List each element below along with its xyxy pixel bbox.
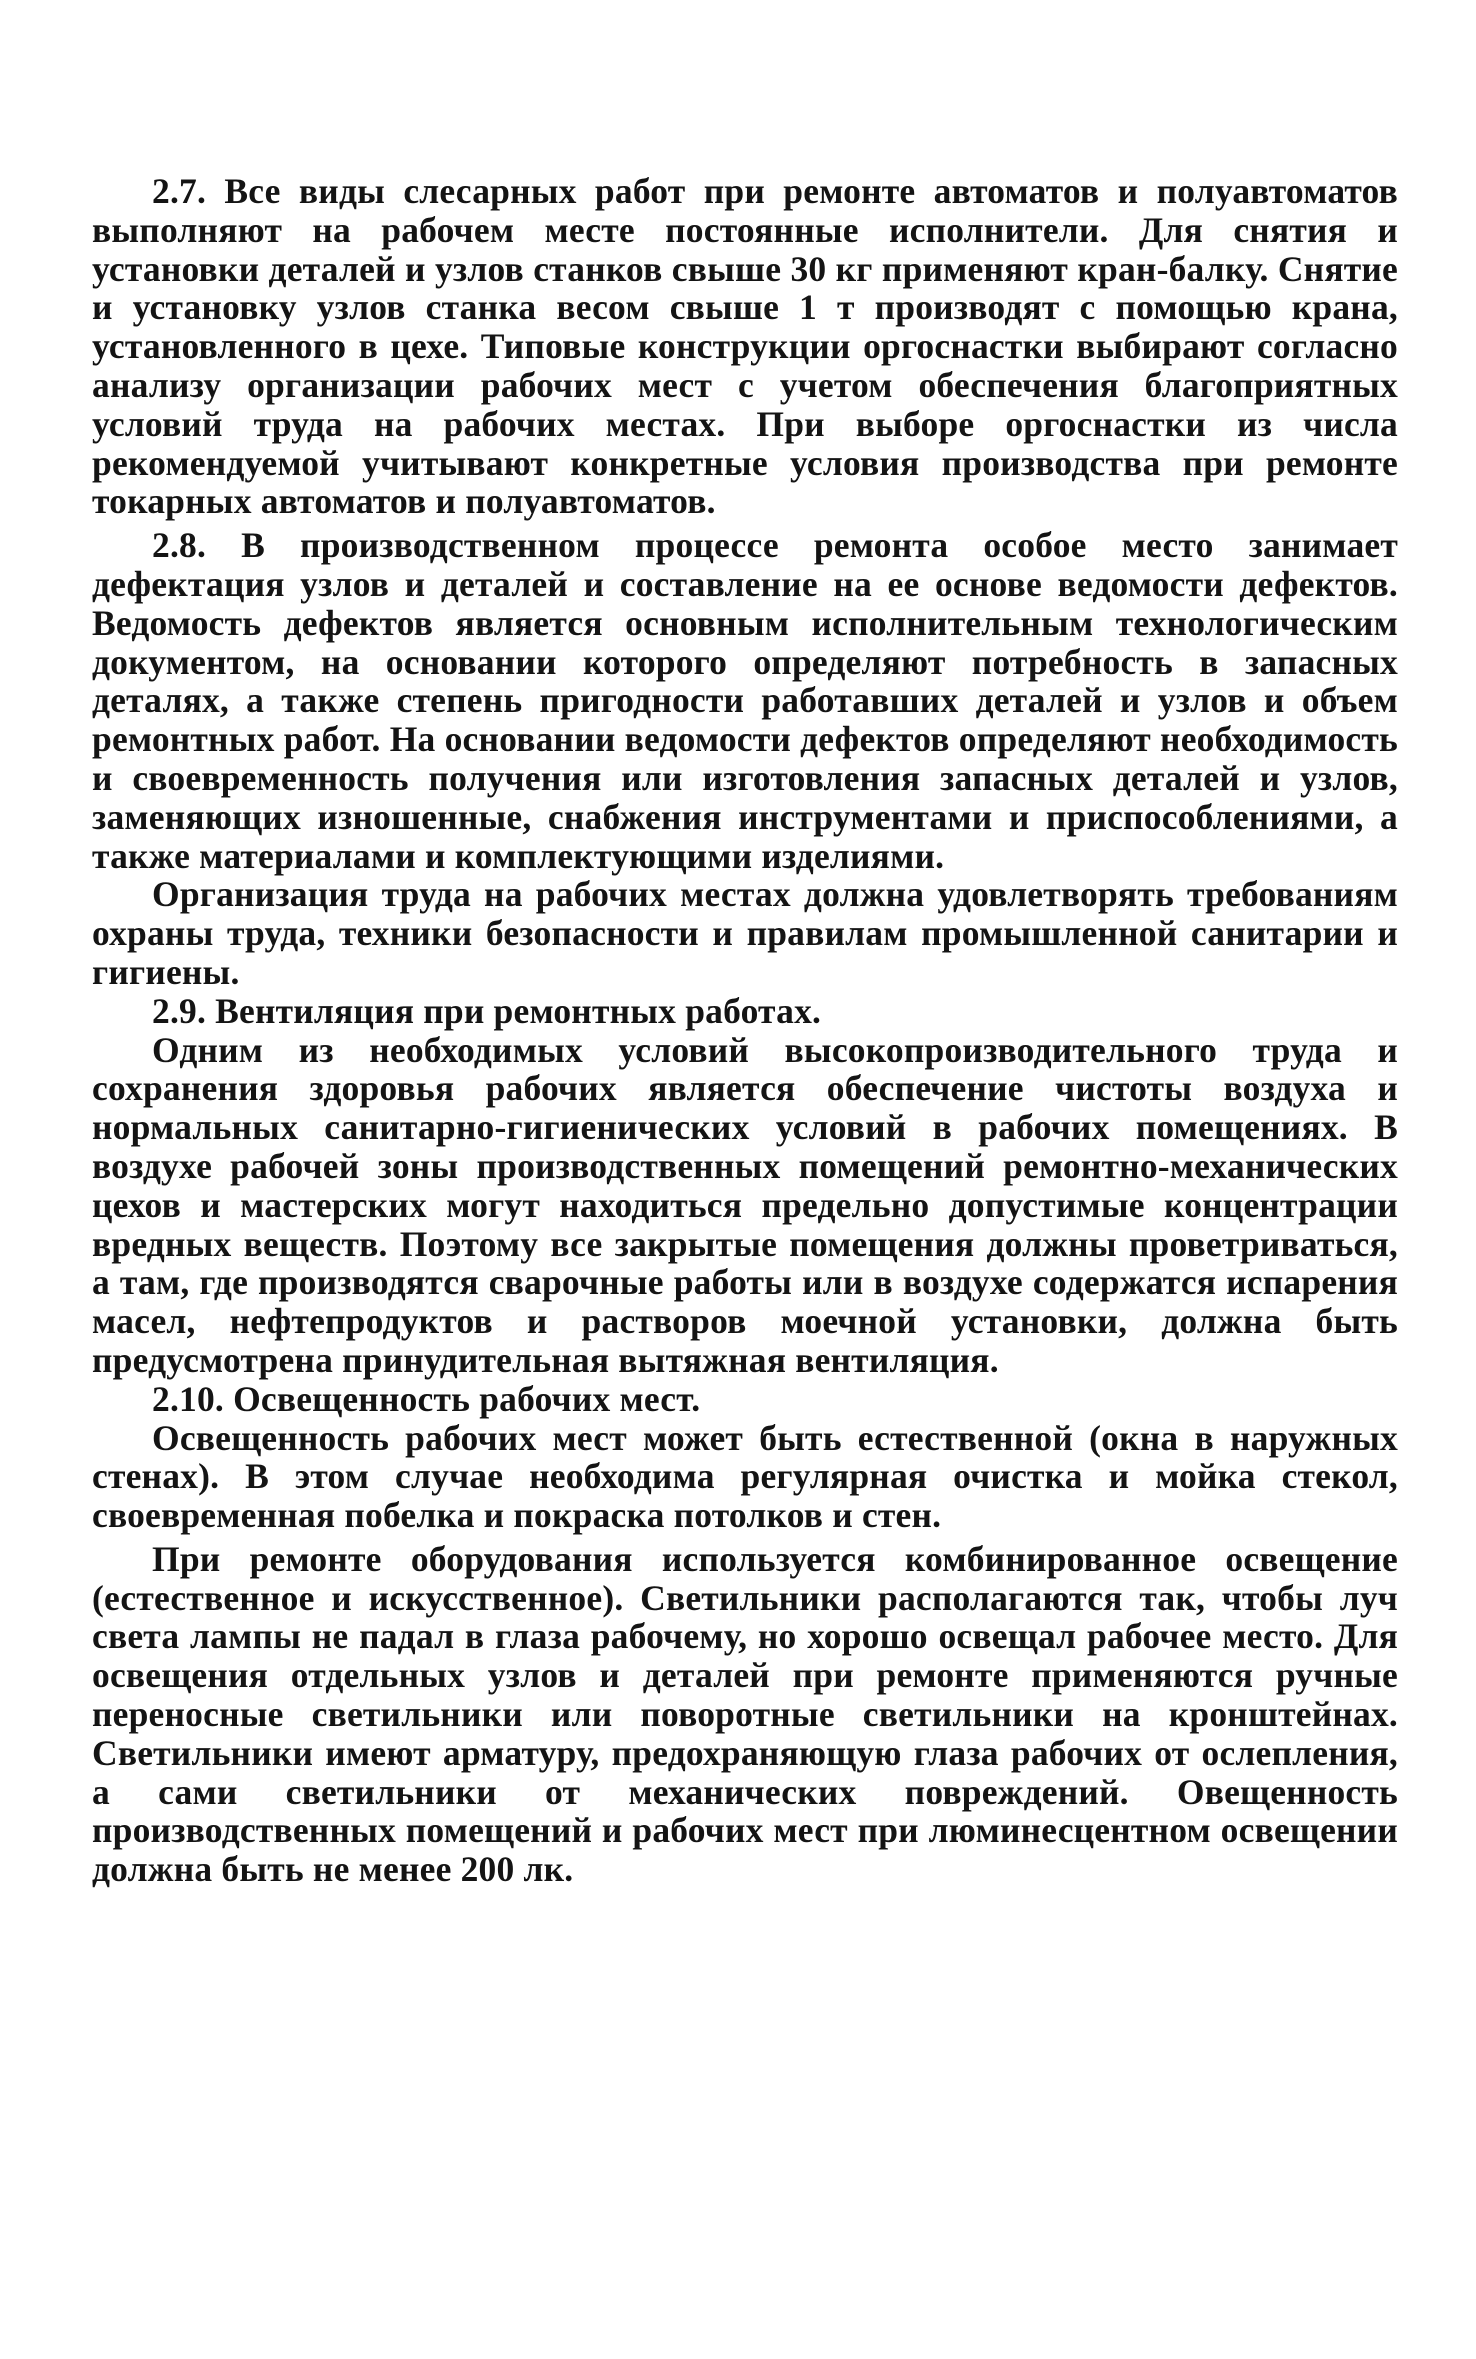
paragraph-labor-organization: Организация труда на рабочих местах должна удовлетворять требованиям охраны труда, техники безопасности и правилам промышленной санитарии и гигиены.: [92, 874, 1398, 992]
paragraph-ventilation: Одним из необходимых условий высокопроизводительного труда и сохранения здоровья рабочих является обеспечение чистоты воздуха и нормальных санитарно-гигиенических условий в рабочих помещениях. В воздухе рабочей зоны производственных помещений ремонтно-механических цехов и мастерских могут находиться предельно допустимые концентрации вредных веществ. Поэтому все закрытые помещения должны проветриваться, а там, где производятся сварочные работы или в воздухе содержатся испарения масел, нефтепродуктов и растворов моечной установки, должна быть предусмотрена принудительная вытяжная вентиляция.: [92, 1029, 1398, 1380]
paragraph-2-8: 2.8. В производственном процессе ремонта особое место занимает дефектация узлов и деталей и составление на ее основе ведомости дефектов. Ведомость дефектов является основным исполнительным технологическим документом, на основании которого определяют потребность в запасных деталях, а также степень пригодности работавших деталей и узлов и объем ремонтных работ. На основании ведомости дефектов определяют необходимость и своевременность получения или изготовления запасных деталей и узлов, заменяющих изношенные, снабжения инструментами и приспособлениями, а также материалами и комплектующими изделиями.: [92, 525, 1398, 876]
paragraph-combined-light: При ремонте оборудования используется комбинированное освещение (естественное и искусственное). Светильники располагаются так, чтобы луч света лампы не падал в глаза рабочему, но хорошо освещал рабочее место. Для освещения отдельных узлов и деталей при ремонте применяются ручные переносные светильники или поворотные светильники на кронштейнах. Светильники имеют арматуру, предохраняющую глаза рабочих от ослепления, а сами светильники от механических повреждений. Овещенность производственных помещений и рабочих мест при люминесцентном освещении должна быть не менее 200 лк.: [92, 1538, 1398, 1890]
paragraph-2-7: 2.7. Все виды слесарных работ при ремонте автоматов и полуавтоматов выполняют на рабочем месте постоянные исполнители. Для снятия и установки деталей и узлов станков свыше 30 кг применяют кран-балку. Снятие и установку узлов станка весом свыше 1 т производят с помощью крана, установленного в цехе. Типовые конструкции оргоснастки выбирают согласно анализу организации рабочих мест с учетом обеспечения благоприятных условий труда на рабочих местах. При выборе оргоснастки из числа рекомендуемой учитывают конкретные условия производства при ремонте токарных автоматов и полуавтоматов.: [92, 171, 1398, 522]
heading-2-10: 2.10. Освещенность рабочих мест.: [152, 1378, 701, 1419]
document-text: [92, 172, 1398, 1889]
heading-2-9: 2.9. Вентиляция при ремонтных работах.: [152, 990, 822, 1031]
paragraph-natural-light: Освещенность рабочих мест может быть естественной (окна в наружных стенах). В этом случае необходима регулярная очистка и мойка стекол, своевременная побелка и покраска потолков и стен.: [92, 1417, 1398, 1536]
